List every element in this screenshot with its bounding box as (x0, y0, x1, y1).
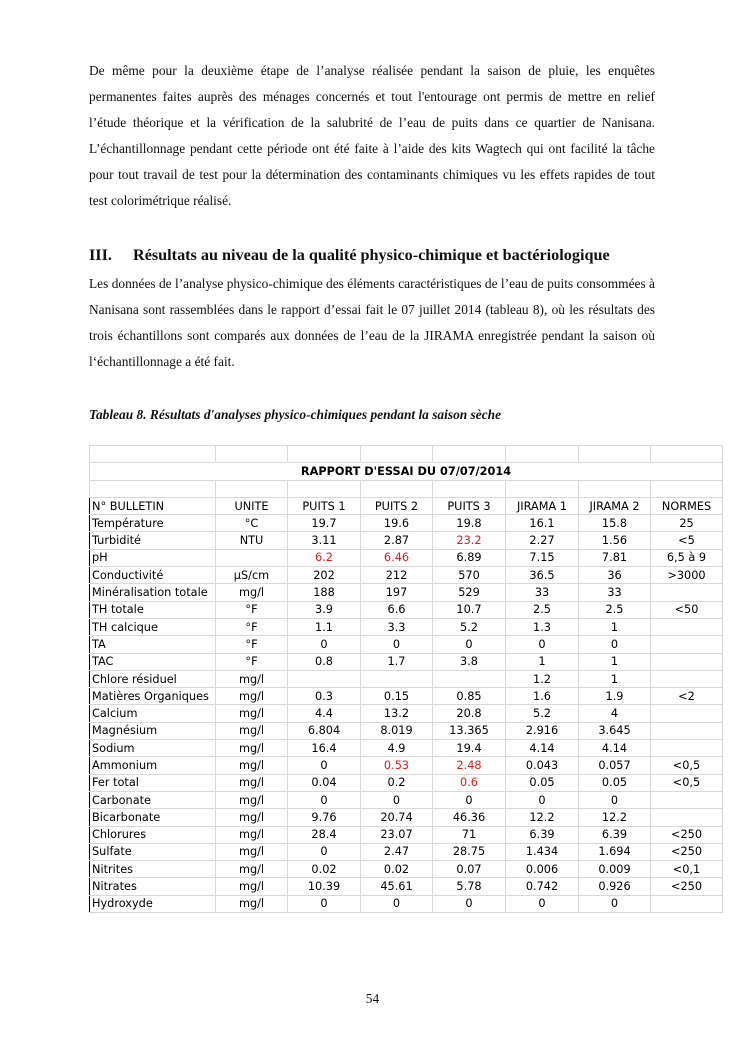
value-cell: 3.11 (288, 532, 361, 549)
value-cell (361, 670, 433, 687)
value-cell: 1 (579, 670, 651, 687)
value-cell: 2.916 (506, 722, 579, 739)
value-cell: 20.74 (361, 809, 433, 826)
value-cell: 0.057 (579, 757, 651, 774)
value-cell: <5 (651, 532, 723, 549)
table-row (90, 843, 723, 860)
table-row (90, 878, 723, 895)
value-cell (651, 791, 723, 808)
parameter-cell: Sodium (90, 740, 216, 757)
parameter-cell: Chlore résiduel (90, 670, 216, 687)
value-cell: 0.8 (288, 653, 361, 670)
value-cell: 0 (361, 636, 433, 653)
value-cell: °F (216, 618, 288, 635)
value-cell: 0 (361, 895, 433, 912)
column-header: NORMES (651, 497, 723, 514)
value-cell: 1.694 (579, 843, 651, 860)
value-cell: °C (216, 515, 288, 532)
section-number: III. (89, 246, 112, 264)
section-title: Résultats au niveau de la qualité physico-chimique et bactériologique (133, 246, 610, 264)
value-cell: 1.2 (506, 670, 579, 687)
value-cell: 1.9 (579, 688, 651, 705)
value-cell: 2.48 (433, 757, 506, 774)
value-cell: mg/l (216, 843, 288, 860)
value-cell (433, 670, 506, 687)
value-cell: 6.804 (288, 722, 361, 739)
column-header: PUITS 1 (288, 497, 361, 514)
value-cell: 71 (433, 826, 506, 843)
value-cell: 0.006 (506, 861, 579, 878)
empty-cell (216, 480, 288, 497)
value-cell (651, 670, 723, 687)
value-cell: 8.019 (361, 722, 433, 739)
value-cell: 19.6 (361, 515, 433, 532)
value-cell: 0.926 (579, 878, 651, 895)
value-cell: 0.742 (506, 878, 579, 895)
value-cell: 0.04 (288, 774, 361, 791)
value-cell: 1.1 (288, 618, 361, 635)
value-cell: °F (216, 601, 288, 618)
value-cell: 6.39 (579, 826, 651, 843)
empty-cell (506, 480, 579, 497)
table-caption: Tableau 8. Résultats d'analyses physico-chimiques pendant la saison sèche (89, 407, 502, 422)
value-cell: 13.2 (361, 705, 433, 722)
value-cell: 6.2 (288, 549, 361, 566)
value-cell: °F (216, 653, 288, 670)
value-cell: 0 (361, 791, 433, 808)
value-cell: 197 (361, 584, 433, 601)
value-cell: 1.6 (506, 688, 579, 705)
table-header-row (90, 497, 723, 514)
table-row (90, 757, 723, 774)
parameter-cell: TAC (90, 653, 216, 670)
value-cell: 28.4 (288, 826, 361, 843)
empty-cell (361, 480, 433, 497)
value-cell: <50 (651, 601, 723, 618)
value-cell: 15.8 (579, 515, 651, 532)
value-cell (651, 722, 723, 739)
value-cell: 0 (506, 636, 579, 653)
value-cell: 3.9 (288, 601, 361, 618)
value-cell: 4.14 (579, 740, 651, 757)
value-cell (651, 584, 723, 601)
value-cell: 1 (579, 653, 651, 670)
value-cell: 0 (288, 791, 361, 808)
parameter-cell: Minéralisation totale (90, 584, 216, 601)
parameter-cell: Température (90, 515, 216, 532)
value-cell: 7.81 (579, 549, 651, 566)
table-row (90, 670, 723, 687)
value-cell: 212 (361, 567, 433, 584)
parameter-cell: Carbonate (90, 791, 216, 808)
value-cell: 4 (579, 705, 651, 722)
value-cell (651, 705, 723, 722)
parameter-cell: TH totale (90, 601, 216, 618)
parameter-cell: Turbidité (90, 532, 216, 549)
value-cell: mg/l (216, 826, 288, 843)
value-cell: 23.07 (361, 826, 433, 843)
value-cell: 4.4 (288, 705, 361, 722)
parameter-cell: Matières Organiques (90, 688, 216, 705)
value-cell: 45.61 (361, 878, 433, 895)
value-cell: 2.5 (506, 601, 579, 618)
parameter-cell: Ammonium (90, 757, 216, 774)
parameter-cell: Sulfate (90, 843, 216, 860)
blank-row (90, 480, 723, 497)
value-cell: 28.75 (433, 843, 506, 860)
parameter-cell: Fer total (90, 774, 216, 791)
value-cell: 2.87 (361, 532, 433, 549)
value-cell: 1 (506, 653, 579, 670)
value-cell: 9.76 (288, 809, 361, 826)
parameter-cell: Nitrates (90, 878, 216, 895)
value-cell: 6.89 (433, 549, 506, 566)
value-cell: 0.05 (579, 774, 651, 791)
value-cell: 10.7 (433, 601, 506, 618)
value-cell (216, 549, 288, 566)
value-cell: 0 (506, 895, 579, 912)
table-row (90, 584, 723, 601)
value-cell: 0.3 (288, 688, 361, 705)
value-cell: <2 (651, 688, 723, 705)
table-row (90, 515, 723, 532)
value-cell: 1.434 (506, 843, 579, 860)
value-cell: 0 (433, 895, 506, 912)
value-cell: mg/l (216, 861, 288, 878)
value-cell: 6.46 (361, 549, 433, 566)
value-cell: 3.8 (433, 653, 506, 670)
value-cell: °F (216, 636, 288, 653)
value-cell: 188 (288, 584, 361, 601)
table-row (90, 826, 723, 843)
table-row (90, 653, 723, 670)
table-row (90, 567, 723, 584)
value-cell: mg/l (216, 722, 288, 739)
parameter-cell: TA (90, 636, 216, 653)
column-header: PUITS 3 (433, 497, 506, 514)
value-cell: 0 (579, 636, 651, 653)
table-row (90, 774, 723, 791)
value-cell: 0.02 (288, 861, 361, 878)
value-cell: 10.39 (288, 878, 361, 895)
value-cell: 12.2 (579, 809, 651, 826)
value-cell: 3.645 (579, 722, 651, 739)
empty-cell (90, 480, 216, 497)
column-header: UNITE (216, 497, 288, 514)
empty-cell (579, 446, 651, 463)
value-cell: 4.14 (506, 740, 579, 757)
value-cell: mg/l (216, 740, 288, 757)
value-cell: 0.043 (506, 757, 579, 774)
value-cell: <0,1 (651, 861, 723, 878)
empty-cell (506, 446, 579, 463)
value-cell: <0,5 (651, 757, 723, 774)
parameter-cell: Nitrites (90, 861, 216, 878)
value-cell: 6,5 à 9 (651, 549, 723, 566)
value-cell: 529 (433, 584, 506, 601)
value-cell: 7.15 (506, 549, 579, 566)
value-cell: 19.7 (288, 515, 361, 532)
empty-cell (288, 480, 361, 497)
table-title-row (90, 463, 723, 480)
value-cell: mg/l (216, 774, 288, 791)
value-cell: 33 (506, 584, 579, 601)
value-cell: 1.3 (506, 618, 579, 635)
table-row (90, 895, 723, 912)
value-cell: <250 (651, 826, 723, 843)
value-cell: 1 (579, 618, 651, 635)
empty-cell (651, 446, 723, 463)
table-row (90, 861, 723, 878)
value-cell: mg/l (216, 584, 288, 601)
empty-cell (361, 446, 433, 463)
value-cell: 2.47 (361, 843, 433, 860)
value-cell (651, 618, 723, 635)
value-cell: <250 (651, 843, 723, 860)
value-cell: 0 (288, 843, 361, 860)
value-cell: NTU (216, 532, 288, 549)
table-row (90, 618, 723, 635)
empty-cell (433, 480, 506, 497)
empty-cell (433, 446, 506, 463)
parameter-cell: Conductivité (90, 567, 216, 584)
table-row (90, 532, 723, 549)
parameter-cell: Hydroxyde (90, 895, 216, 912)
table-row (90, 688, 723, 705)
value-cell: 5.2 (506, 705, 579, 722)
table-row (90, 809, 723, 826)
value-cell: mg/l (216, 809, 288, 826)
value-cell: mg/l (216, 670, 288, 687)
value-cell (651, 636, 723, 653)
table-row (90, 705, 723, 722)
value-cell: 0.6 (433, 774, 506, 791)
value-cell: 2.27 (506, 532, 579, 549)
empty-cell (579, 480, 651, 497)
value-cell: 0 (506, 791, 579, 808)
empty-cell (90, 446, 216, 463)
value-cell: 0.85 (433, 688, 506, 705)
value-cell: 2.5 (579, 601, 651, 618)
paragraph-results: Les données de l’analyse physico-chimique des éléments caractéristiques de l’eau de puits consommées à Nanisana sont rassemblées dans le rapport d’essai fait le 07 juillet 2014 (tableau 8), où les résultats des trois échantillons sont comparés aux données de l’eau de la JIRAMA enregistrée pendant la saison où l‘échantillonnage a été fait. (89, 276, 655, 369)
value-cell: 0.02 (361, 861, 433, 878)
value-cell: 6.39 (506, 826, 579, 843)
value-cell: mg/l (216, 705, 288, 722)
table-row (90, 549, 723, 566)
table-row (90, 791, 723, 808)
table-row (90, 722, 723, 739)
value-cell: 0 (433, 636, 506, 653)
parameter-cell: Magnésium (90, 722, 216, 739)
value-cell: 0.2 (361, 774, 433, 791)
parameter-cell: Calcium (90, 705, 216, 722)
value-cell: mg/l (216, 878, 288, 895)
table-body (90, 446, 723, 913)
paragraph-sampling: De même pour la deuxième étape de l’analyse réalisée pendant la saison de pluie, les enquêtes permanentes faites auprès des ménages concernés et tout l'entourage ont permis de mettre en relief l’étude théorique et la vérification de la salubrité de l’eau de puits dans ce quartier de Nanisana. L’échantillonnage pendant cette période ont été faite à l’aide des kits Wagtech qui ont facilité la tâche pour tout travail de test pour la détermination des contaminants chimiques vu les effets rapides de tout test colorimétrique réalisé. (89, 63, 655, 208)
value-cell: 0 (433, 791, 506, 808)
value-cell (651, 653, 723, 670)
value-cell: 0.15 (361, 688, 433, 705)
value-cell: 23.2 (433, 532, 506, 549)
value-cell: 0.53 (361, 757, 433, 774)
value-cell: 16.4 (288, 740, 361, 757)
value-cell (651, 895, 723, 912)
value-cell: 19.4 (433, 740, 506, 757)
parameter-cell: TH calcique (90, 618, 216, 635)
results-table (89, 445, 723, 913)
value-cell: 46.36 (433, 809, 506, 826)
table-row (90, 740, 723, 757)
value-cell (651, 740, 723, 757)
value-cell: 570 (433, 567, 506, 584)
value-cell: 1.7 (361, 653, 433, 670)
value-cell: 0 (288, 895, 361, 912)
section-heading (89, 246, 689, 265)
blank-row (90, 446, 723, 463)
value-cell (651, 809, 723, 826)
empty-cell (216, 446, 288, 463)
value-cell: <250 (651, 878, 723, 895)
value-cell: >3000 (651, 567, 723, 584)
page-number: 54 (365, 991, 380, 1006)
value-cell: 25 (651, 515, 723, 532)
column-header: JIRAMA 1 (506, 497, 579, 514)
value-cell: 0.07 (433, 861, 506, 878)
value-cell: 36.5 (506, 567, 579, 584)
value-cell: 4.9 (361, 740, 433, 757)
value-cell: 33 (579, 584, 651, 601)
value-cell: mg/l (216, 895, 288, 912)
value-cell: µS/cm (216, 567, 288, 584)
empty-cell (651, 480, 723, 497)
parameter-cell: Bicarbonate (90, 809, 216, 826)
value-cell: 13.365 (433, 722, 506, 739)
value-cell: 6.6 (361, 601, 433, 618)
table-row (90, 601, 723, 618)
empty-cell (288, 446, 361, 463)
value-cell: 19.8 (433, 515, 506, 532)
value-cell: <0,5 (651, 774, 723, 791)
column-header: JIRAMA 2 (579, 497, 651, 514)
parameter-cell: Chlorures (90, 826, 216, 843)
value-cell: 0 (288, 636, 361, 653)
value-cell: 0 (288, 757, 361, 774)
column-header: N° BULLETIN (90, 497, 216, 514)
value-cell: 36 (579, 567, 651, 584)
value-cell (288, 670, 361, 687)
table-row (90, 636, 723, 653)
column-header: PUITS 2 (361, 497, 433, 514)
value-cell: mg/l (216, 757, 288, 774)
value-cell: 0.05 (506, 774, 579, 791)
value-cell: 0.009 (579, 861, 651, 878)
table-title: RAPPORT D'ESSAI DU 07/07/2014 (90, 463, 723, 480)
value-cell: 3.3 (361, 618, 433, 635)
value-cell: 0 (579, 895, 651, 912)
value-cell: mg/l (216, 688, 288, 705)
value-cell: mg/l (216, 791, 288, 808)
value-cell: 16.1 (506, 515, 579, 532)
value-cell: 1.56 (579, 532, 651, 549)
value-cell: 202 (288, 567, 361, 584)
value-cell: 5.78 (433, 878, 506, 895)
value-cell: 20.8 (433, 705, 506, 722)
parameter-cell: pH (90, 549, 216, 566)
value-cell: 0 (579, 791, 651, 808)
value-cell: 5.2 (433, 618, 506, 635)
value-cell: 12.2 (506, 809, 579, 826)
